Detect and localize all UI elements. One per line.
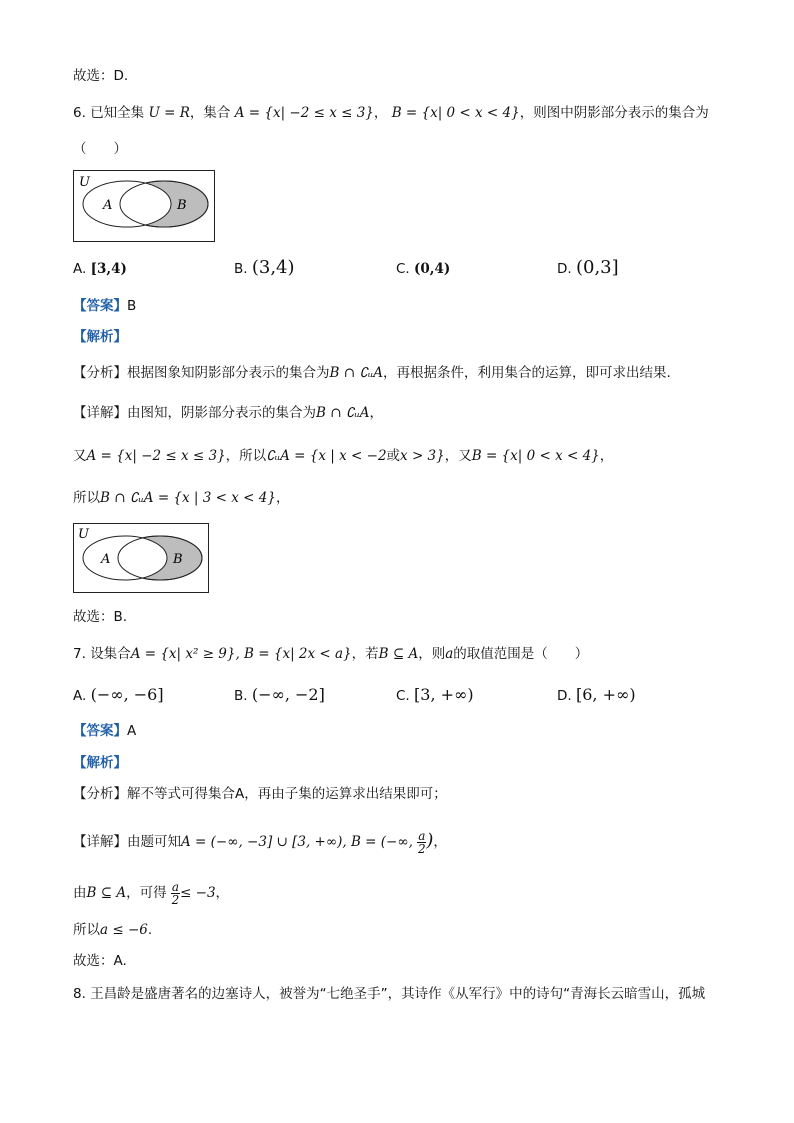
q7-option-b: B. (−∞, −2]: [234, 685, 325, 704]
svg-text:U: U: [78, 527, 89, 542]
q6-set-a: A = {x| −2 ≤ x ≤ 3}: [234, 105, 374, 121]
q7-analysis-summary: 【分析】解不等式可得集合A，再由子集的运算求出结果即可；: [73, 786, 447, 802]
q7-choose: 故选：A.: [73, 953, 127, 969]
venn-a-circle: [83, 181, 171, 227]
q6-venn-diagram-solution: [73, 523, 211, 595]
q6-analysis-summary: 【分析】根据图象知阴影部分表示的集合为B ∩ ∁ᵤA，再根据条件，利用集合的运算，即可求出结果.: [73, 365, 671, 381]
q6-detail-line2: 又A = {x| −2 ≤ x ≤ 3}，所以∁ᵤA = {x | x < −2或x > 3}，又B = {x| 0 < x < 4}，: [73, 448, 614, 464]
q7-analysis-tag: 【解析】: [73, 755, 127, 771]
q6-choose: 故选：B.: [73, 609, 128, 625]
q6-detail-line3: 所以B ∩ ∁ᵤA = {x | 3 < x < 4}，: [73, 490, 290, 506]
prev-answer-line: 故选：D.: [73, 68, 129, 84]
q6-set-b: B = {x| 0 < x < 4}: [391, 105, 520, 121]
q7-stem: 7. 设集合A = {x| x² ≥ 9}, B = {x| 2x < a}，若B ⊆ A，则a的取值范围是（ ）: [73, 646, 589, 662]
venn-b-label: B: [177, 198, 187, 213]
fraction: $\frac{a}{2}$: [171, 879, 180, 907]
q7-detail-line3: 所以a ≤ −6.: [73, 922, 153, 938]
fraction: $\frac{a}{2}$: [417, 828, 426, 856]
svg-text:A: A: [101, 552, 111, 567]
q6-answer: 【答案】B: [73, 298, 137, 314]
q6-detail-line1: 【详解】由图知，阴影部分表示的集合为B ∩ ∁ᵤA，: [73, 405, 384, 421]
q6-option-c: C. (0,4): [396, 261, 451, 277]
q8-stem: 8. 王昌龄是盛唐著名的边塞诗人，被誉为“七绝圣手”，其诗作《从军行》中的诗句“青海长云暗雪山，孤城: [73, 986, 706, 1002]
q6-option-d: D. (0,3]: [557, 257, 619, 278]
q6-venn-diagram: [73, 170, 217, 244]
venn-a-label: A: [103, 198, 113, 213]
q6-universal-set: U = R: [148, 105, 190, 121]
q7-detail-line1: 【详解】由题可知A = (−∞, −3] ∪ [3, +∞), B = (−∞, $\frac{a}{2}$ )，: [73, 828, 447, 856]
q6-option-a: A. [3,4): [73, 261, 127, 277]
svg-text:B: B: [173, 552, 183, 567]
q7-option-d: D. [6, +∞): [557, 685, 636, 704]
q6-option-b: B. (3,4): [234, 257, 295, 278]
q7-option-a: A. (−∞, −6]: [73, 685, 164, 704]
q7-answer: 【答案】A: [73, 723, 137, 739]
q6-paren: （ ）: [73, 141, 127, 157]
venn-u-label: U: [79, 175, 90, 190]
q7-option-c: C. [3, +∞): [396, 685, 474, 704]
q6-stem: 6. 已知全集 U = R，集合 A = {x| −2 ≤ x ≤ 3}， B = {x| 0 < x < 4}，则图中阴影部分表示的集合为: [73, 105, 709, 121]
q6-analysis-tag: 【解析】: [73, 329, 127, 345]
q7-detail-line2: 由B ⊆ A，可得 $\frac{a}{2}$ ≤ −3，: [73, 879, 230, 907]
